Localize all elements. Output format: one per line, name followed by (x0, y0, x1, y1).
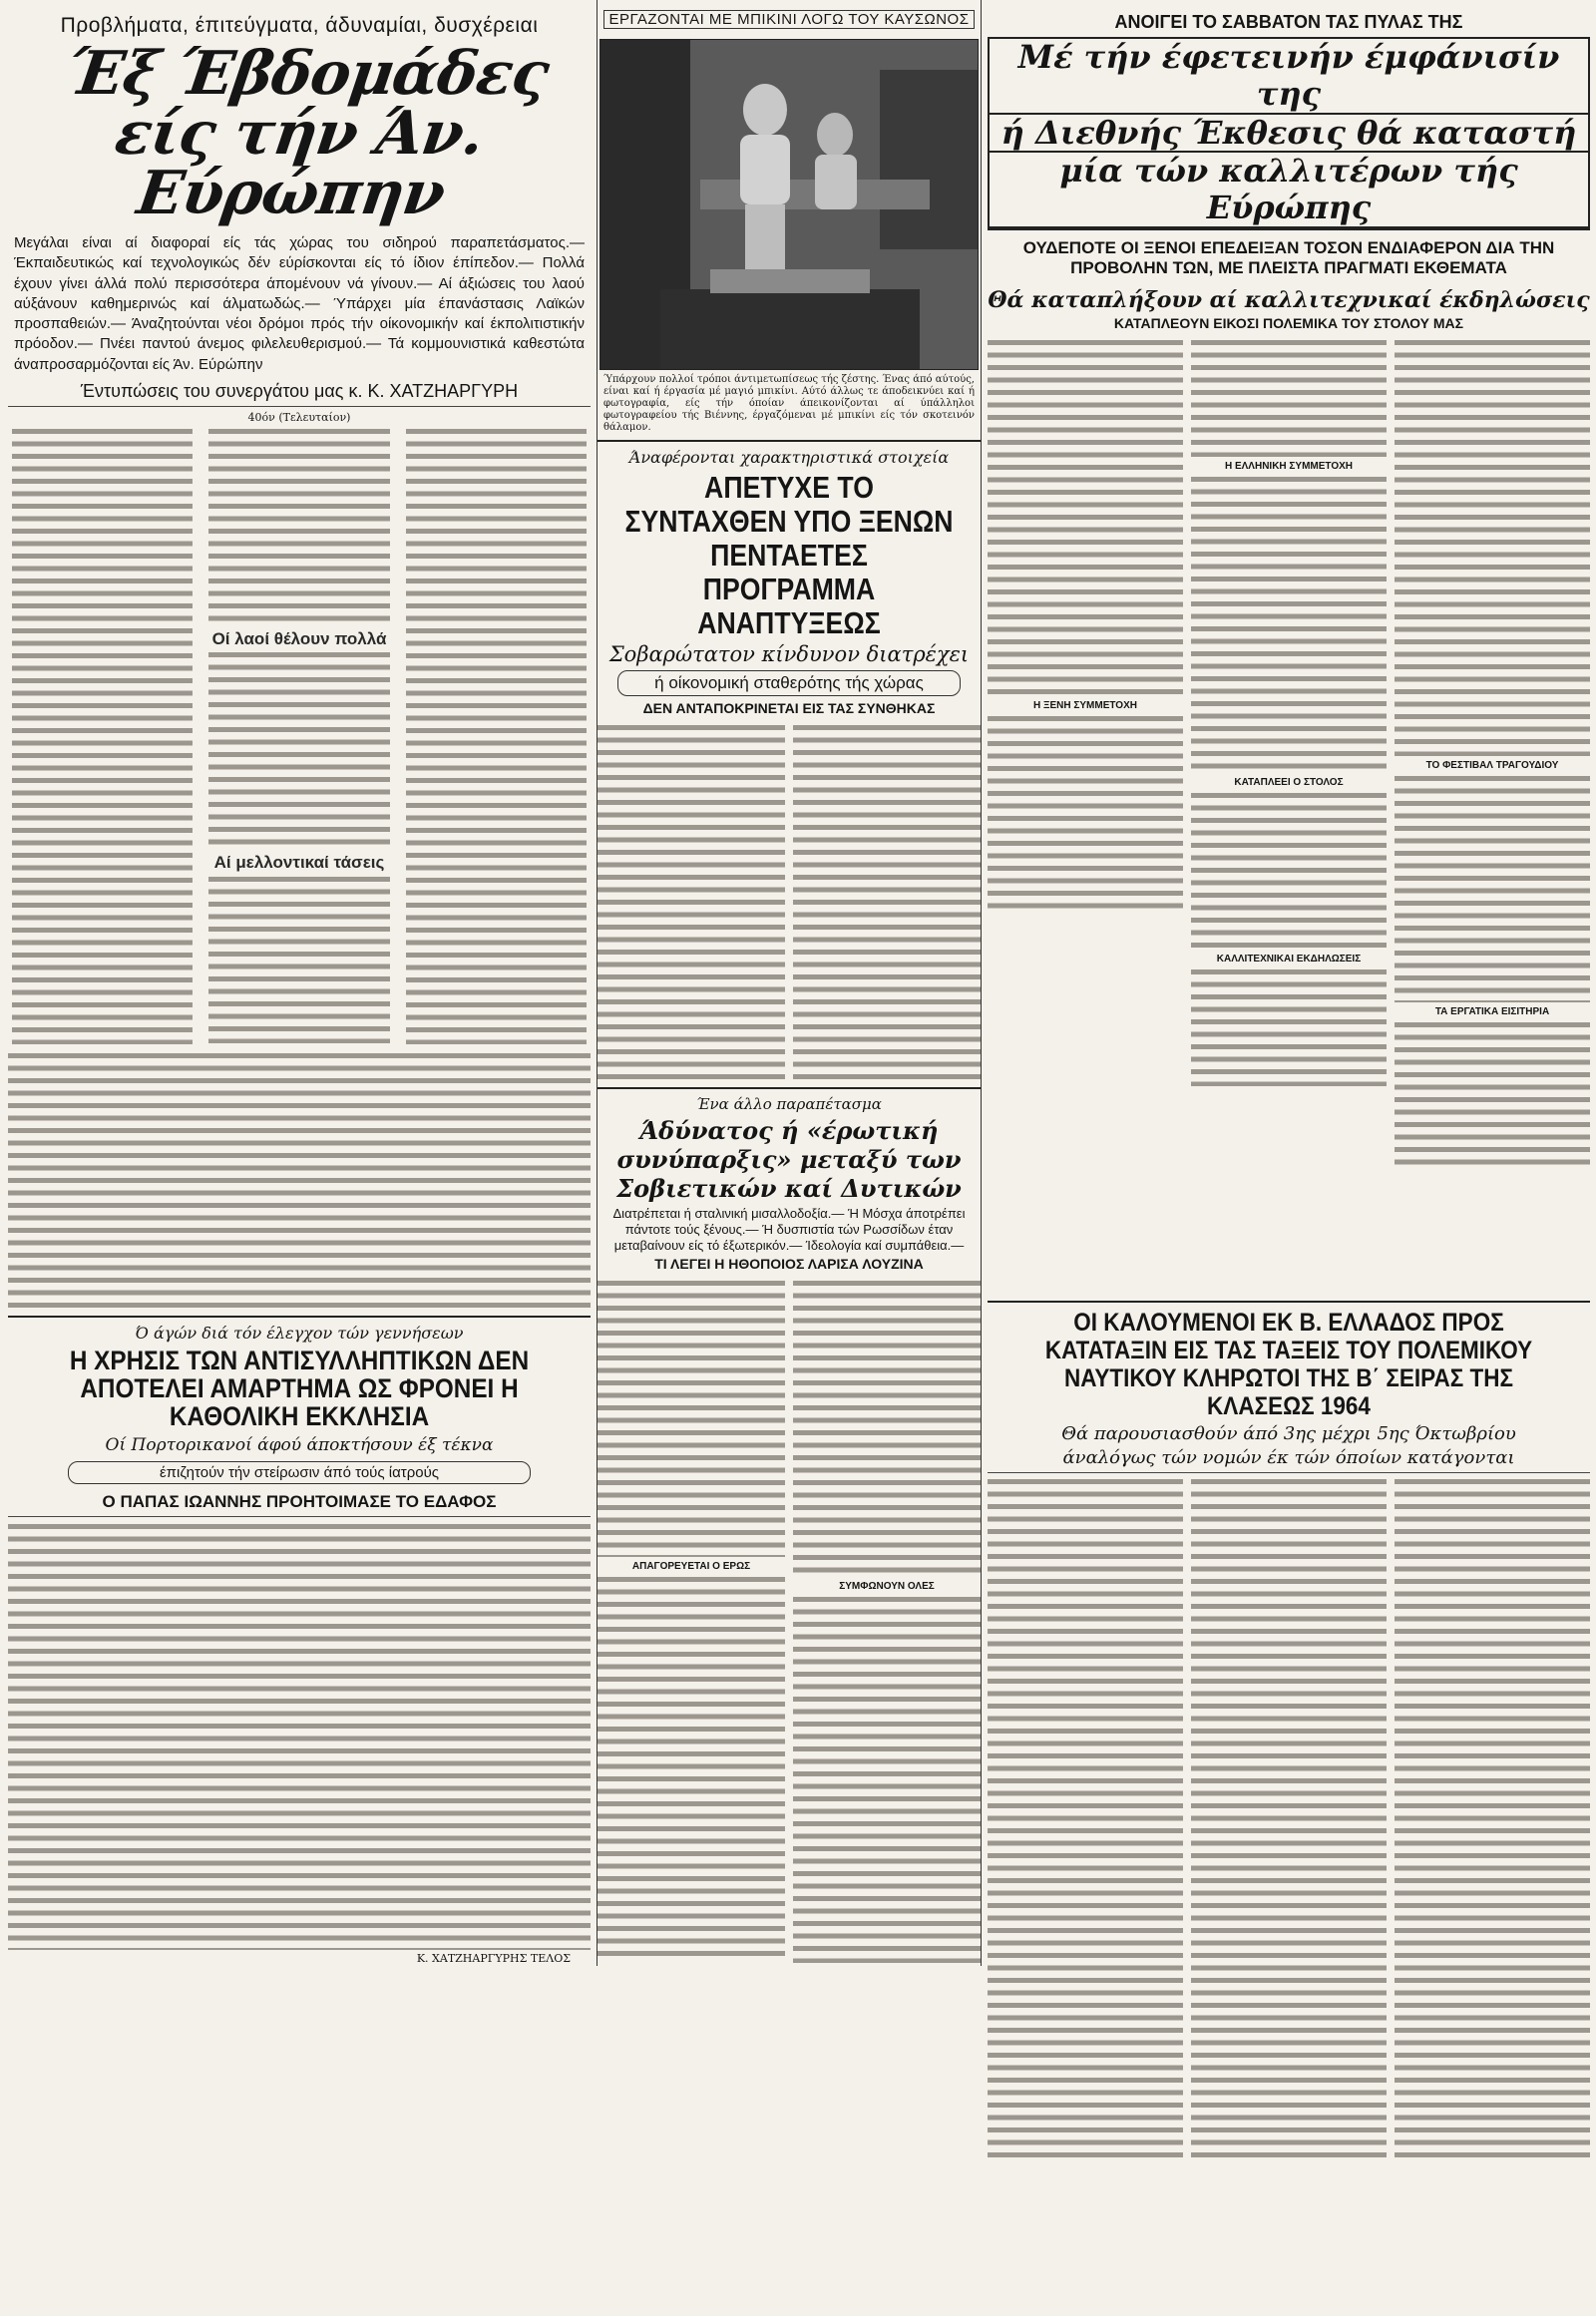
article-lead: Μεγάλαι είναι αί διαφοραί είς τάς χώρας του σιδηρού παραπετάσματος.— Έκπαιδευτικώς καί τεχνολογικώς δέν εύρίσκονται είς τό ίδιον έπίπεδον.— Πολλά έχουν γίνει άλλά πολύ περισσότερα άπομένουν νά γίνουν.— Αί άξιώσεις του λαού αύξάνουν καθημερινώς καί άλματωδώς.— Ύπάρχει μία έπανάστασις Λαϊκών προσπαθειών.— Άναζητούνται νέοι δρόμοι πρός τήν οίκονομικήν καί έκπολιτιστικήν πρόοδον.— Πνέει παντού άνεμος φιλελευθερισμού.— Τά κομμουνιστικά καθεστώτα άναπροσαρμόζονται είς Άν. Εύρώπην (14, 234, 585, 373)
article-deck: Θά καταπλήξουν αί καλλιτεχνικαί έκδηλώσεις (988, 286, 1590, 313)
article-body (598, 1278, 981, 1966)
body-column (402, 426, 591, 1044)
article-deck: Θά παρουσιασθούν άπό 3ης μέχρι 5ης Όκτωβρίου (1061, 1422, 1516, 1444)
subhead: ΤΟ ΦΕΣΤΙΒΑΛ ΤΡΑΓΟΥΔΙΟΥ (1425, 759, 1559, 771)
article-deck: Οί Πορτορικανοί άφού άποκτήσουν έξ τέκνα (105, 1434, 494, 1455)
body-column (8, 426, 197, 1044)
article-deck: ΤΙ ΛΕΓΕΙ Η ΗΘΟΠΟΙΟΣ ΛΑΡΙΣΑ ΛΟΥΖΙΝΑ (654, 1255, 924, 1272)
body-column (1191, 337, 1387, 1295)
body-continuation (8, 1521, 591, 1950)
headline-banner (988, 37, 1590, 230)
article-headline: ΟΙ ΚΑΛΟΥΜΕΝΟΙ ΕΚ Β. ΕΛΛΑΔΟΣ ΠΡΟΣ ΚΑΤΑΤΑΞΙΝ ΕΙΣ ΤΑΣ ΤΑΞΕΙΣ ΤΟΥ ΠΟΛΕΜΙΚΟΥ ΝΑΥΤΙΚΟΥ ΚΛΗΡΩΤΟΙ ΤΗΣ Β΄ ΣΕΙΡΑΣ ΤΗΣ ΚΛΑΣΕΩΣ 1964 (1044, 1308, 1533, 1420)
article-body (8, 426, 591, 1044)
series-number: 40όν (Τελευταίον) (247, 410, 351, 424)
article-title: Έξ Έβδομάδες είς τήν Άν. Εύρώπην (62, 39, 553, 228)
right-column (988, 0, 1590, 2164)
news-photo (599, 39, 979, 370)
body-column (204, 426, 393, 1044)
divider (598, 1087, 981, 1089)
photo-illustration (600, 40, 978, 369)
article-deck: Διατρέπεται ή σταλινική μισαλλοδοξία.— Ή Μόσχα άποτρέπει πάντοτε τούς ξένους.— Ή δυσπιστία τών Ρωσσίδων έταν μεταβαίνουν είς τό έξωτερικόν.— Ίδεολογία καί συμπάθεια.— (612, 1205, 966, 1253)
divider (598, 440, 981, 442)
body-continuation (8, 1050, 591, 1310)
photo-kicker: ΕΡΓΑΖΟΝΤΑΙ ΜΕ ΜΠΙΚΙΝΙ ΛΟΓΩ ΤΟΥ ΚΑΥΣΩΝΟΣ (603, 10, 975, 29)
article-body (988, 1476, 1590, 2164)
subhead: Η ΞΕΝΗ ΣΥΜΜΕΤΟΧΗ (1033, 699, 1137, 711)
subhead: Αί μελλοντικαί τάσεις (213, 853, 385, 873)
subhead: ΑΠΑΓΟΡΕΥΕΤΑΙ Ο ΕΡΩΣ (631, 1560, 751, 1572)
article-kicker: Ένα άλλο παραπέτασμα (696, 1095, 882, 1114)
photo-caption: Ύπάρχουν πολλοί τρόποι άντιμετωπίσεως τής ζέστης. Ένας άπό αύτούς, είναι καί ή έργασία μέ μαγιό μπικίνι. Αύτό άλλως τε άποδεικνύει καί ή φωτογραφία, είς τήν όποίαν άπεικονίζονται αί ύπάλληλοι φωτογραφείου τής Βιέννης, έργαζόμεναι μέ μπικίνι είς τόν σκοτεινόν θάλαμον. (603, 374, 975, 433)
body-column (1395, 1476, 1590, 2164)
signoff: Κ. ΧΑΤΖΗΑΡΓΥΡΗΣ ΤΕΛΟΣ (416, 1951, 571, 1965)
middle-column (597, 0, 982, 1966)
subhead: Η ΕΛΛΗΝΙΚΗ ΣΥΜΜΕΤΟΧΗ (1224, 460, 1354, 472)
article-body (988, 337, 1590, 1295)
article-deck: ΟΥΔΕΠΟΤΕ ΟΙ ΞΕΝΟΙ ΕΠΕΔΕΙΞΑΝ ΤΟΣΟΝ ΕΝΔΙΑΦΕΡΟΝ ΔΙΑ ΤΗΝ ΠΡΟΒΟΛΗΝ ΤΩΝ, ΜΕ ΠΛΕΙΣΤΑ ΠΡΑΓΜΑΤΙ ΕΚΘΕΜΑΤΑ (1022, 237, 1555, 278)
divider (8, 1316, 591, 1318)
divider (8, 1516, 591, 1517)
body-column (1395, 337, 1590, 1295)
article-kicker: Προβλήματα, έπιτεύγματα, άδυναμίαι, δυσχέρειαι (60, 14, 539, 37)
subhead: Οί λαοί θέλουν πολλά (211, 628, 387, 648)
article-deck: ΚΑΤΑΠΛΕΟΥΝ ΕΙΚΟΣΙ ΠΟΛΕΜΙΚΑ ΤΟΥ ΣΤΟΛΟΥ ΜΑΣ (1113, 314, 1464, 331)
body-column (598, 1278, 785, 1966)
divider (8, 406, 591, 407)
subhead: ΚΑΛΛΙΤΕΧΝΙΚΑΙ ΕΚΔΗΛΩΣΕΙΣ (1216, 953, 1362, 965)
headline-line: μία τών καλλιτέρων τής Εύρώπης (988, 151, 1590, 228)
article-headline: ΑΠΕΤΥΧΕ ΤΟ ΣΥΝΤΑΧΘΕΝ ΥΠΟ ΞΕΝΩΝ ΠΕΝΤΑΕΤΕΣ ΠΡΟΓΡΑΜΜΑ ΑΝΑΠΤΥΞΕΩΣ (624, 470, 954, 641)
body-column (1191, 1476, 1387, 2164)
subhead: ΣΥΜΦΩΝΟΥΝ ΟΛΕΣ (839, 1580, 935, 1592)
headline-line: Μέ τήν έφετεινήν έμφάνισίν της (988, 37, 1590, 113)
article-deck: άναλόγως τών νομών έκ τών όποίων κατάγονται (988, 1447, 1590, 1473)
divider (988, 1301, 1590, 1303)
article-byline: Έντυπώσεις του συνεργάτου μας κ. Κ. ΧΑΤΖΗΑΡΓΥΡΗ (80, 380, 519, 401)
article-kicker: Ό άγών διά τόν έλεγχον τών γεννήσεων (135, 1323, 464, 1343)
body-column (793, 1278, 981, 1966)
article-headline: Άδύνατος ή «έρωτική συνύπαρξις» μεταξύ των Σοβιετικών καί Δυτικών (616, 1116, 962, 1204)
article-kicker: ΑΝΟΙΓΕΙ ΤΟ ΣΑΒΒΑΤΟΝ ΤΑΣ ΠΥΛΑΣ ΤΗΣ (1114, 12, 1463, 32)
article-deck: ή οίκονομική σταθερότης τής χώρας (617, 670, 961, 696)
article-kicker: Άναφέρονται χαρακτηριστικά στοιχεία (628, 448, 950, 467)
body-column (988, 1476, 1183, 2164)
subhead: ΤΑ ΕΡΓΑΤΙΚΑ ΕΙΣΙΤΗΡΙΑ (1434, 1005, 1550, 1017)
body-column (598, 722, 785, 1081)
subhead: ΚΑΤΑΠΛΕΕΙ Ο ΣΤΟΛΟΣ (1234, 776, 1344, 788)
body-column (988, 337, 1183, 1295)
headline-line: ή Διεθνής Έκθεσις θά καταστή (988, 113, 1590, 152)
article-deck: έπιζητούν τήν στείρωσιν άπό τούς ίατρούς (68, 1461, 531, 1484)
article-deck: Σοβαρώτατον κίνδυνον διατρέχει (608, 642, 970, 667)
left-article-column (8, 0, 591, 1967)
article-subheadline: Ο ΠΑΠΑΣ ΙΩΑΝΝΗΣ ΠΡΟΗΤΟΙΜΑΣΕ ΤΟ ΕΔΑΦΟΣ (102, 1491, 497, 1511)
article-deck: ΔΕΝ ΑΝΤΑΠΟΚΡΙΝΕΤΑΙ ΕΙΣ ΤΑΣ ΣΥΝΘΗΚΑΣ (642, 700, 936, 717)
body-column (793, 722, 981, 1081)
article-headline: Η ΧΡΗΣΙΣ ΤΩΝ ΑΝΤΙΣΥΛΛΗΠΤΙΚΩΝ ΔΕΝ ΑΠΟΤΕΛΕΙ ΑΜΑΡΤΗΜΑ ΩΣ ΦΡΟΝΕΙ Η ΚΑΘΟΛΙΚΗ ΕΚΚΛΗΣΙΑ (69, 1345, 530, 1432)
article-body (598, 722, 981, 1081)
